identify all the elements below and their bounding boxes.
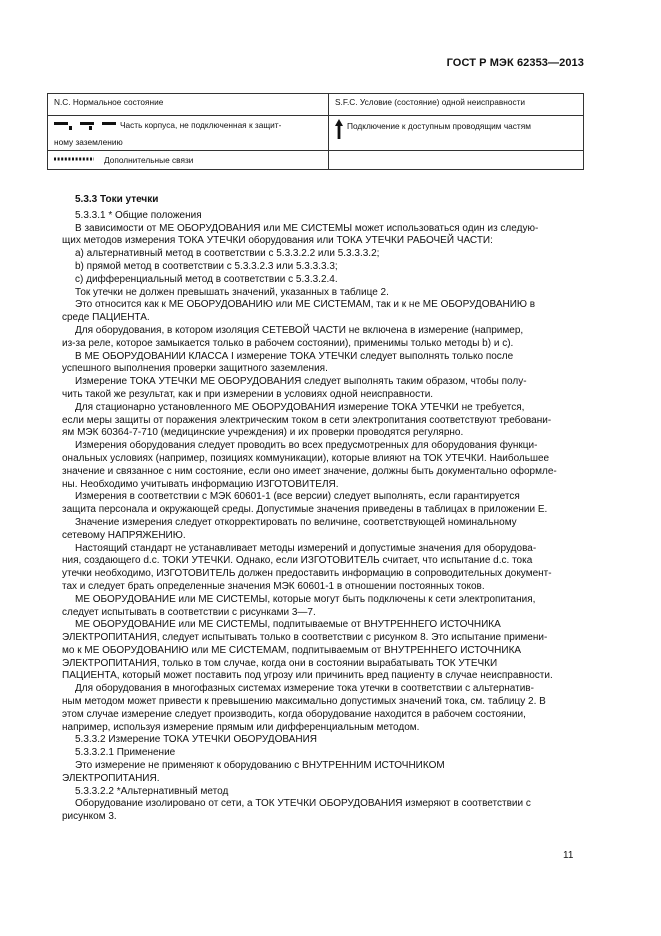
legend-cell-ground — [48, 116, 329, 151]
text-line: мо к МЕ ОБОРУДОВАНИЮ или МЕ СИСТЕМАМ, подпитываемым от ВНУТРЕННЕГО ИСТОЧНИКА — [62, 644, 522, 656]
text-line: ны. Необходимо учитывать информацию ИЗГОТОВИТЕЛЯ. — [62, 478, 339, 490]
text-line: Значение измерения следует откорректировать по величине, соответствующей номинальному — [75, 516, 517, 528]
text-line: Измерения в соответствии с МЭК 60601-1 (все версии) следует выполнять, если гарантируется — [75, 491, 520, 503]
text-line: Оборудование изолировано от сети, а ТОК УТЕЧКИ ОБОРУДОВАНИЯ измеряют в соответствии с — [75, 798, 531, 810]
body-text — [62, 194, 583, 824]
text-line: ния, создающего d.c. ТОКИ УТЕЧКИ. Однако, если ИЗГОТОВИТЕЛЬ считает, что испытание d.c. тока — [62, 555, 533, 567]
unearthed-enclosure-icon — [54, 122, 116, 130]
text-line: В МЕ ОБОРУДОВАНИИ КЛАССА I измерение ТОКА УТЕЧКИ следует выполнять только после — [75, 350, 514, 362]
text-line: ЭЛЕКТРОПИТАНИЯ, только в том случае, когда они в состоянии вырабатывать ТОК УТЕЧКИ — [62, 657, 498, 669]
text-line: Для стационарно установленного МЕ ОБОРУДОВАНИЯ измерение ТОКА УТЕЧКИ не требуется, — [75, 401, 525, 413]
text-line: Для оборудования в многофазных системах измерение тока утечки в соответствии с альтернатив- — [75, 683, 534, 695]
text-line: Измерение ТОКА УТЕЧКИ МЕ ОБОРУДОВАНИЯ следует выполнять таким образом, чтобы полу- — [75, 376, 527, 388]
text-line: Настоящий стандарт не устанавливает методы измерений и допустимые значения для оборудова- — [75, 542, 537, 554]
text-line: например, используя измерение прямым или дифференциальным методом. — [62, 721, 420, 733]
text-line: сетевому НАПРЯЖЕНИЮ. — [62, 529, 186, 541]
legend-conductive-text: Подключение к доступным проводящим частям — [347, 121, 531, 131]
text-line: МЕ ОБОРУДОВАНИЕ или МЕ СИСТЕМЫ, подпитываемые от ВНУТРЕННЕГО ИСТОЧНИКА — [75, 619, 501, 631]
legend-ground-text-2: ному заземлению — [54, 137, 123, 147]
text-line: успешного выполнения проверки защитного заземления. — [62, 363, 328, 375]
text-line: утечки необходимо, ИЗГОТОВИТЕЛЬ должен предоставить информацию в сопроводительных документ- — [62, 568, 552, 580]
legend-cell-normal — [48, 94, 329, 116]
section-title: 5.3.3 Токи утечки — [75, 194, 159, 205]
text-line: из-за реле, которое замыкается только в рабочем состоянии), применимы только методы b) и c). — [62, 337, 514, 349]
text-line: ПАЦИЕНТА, который может поставить под угрозу или причинить вред пациенту в случае неисправности. — [62, 670, 553, 682]
text-line: этом случае измерение следует производить, когда оборудование находится в рабочем состоянии, — [62, 708, 526, 720]
text-line: МЕ ОБОРУДОВАНИЕ или МЕ СИСТЕМЫ, которые могут быть подключены к сети электропитания, — [75, 593, 536, 605]
text-line: ям МЭК 60364-7-710 (медицинские учреждения) и их проверки проводятся регулярно. — [62, 427, 464, 439]
legend-cell-conductive — [329, 116, 584, 151]
text-line: ональных условиях (например, позициях коммуникации), которые влияют на ТОК УТЕЧКИ. Наибольшее — [62, 452, 550, 464]
legend-cell-empty — [329, 151, 584, 170]
arrow-up-icon — [334, 119, 344, 139]
legend-table — [47, 93, 584, 170]
text-line: ЭЛЕКТРОПИТАНИЯ, следует испытывать только в соответствии с рисунком 8. Это испытание примени- — [62, 632, 548, 644]
text-line: Это измерение не применяют к оборудованию с ВНУТРЕННИМ ИСТОЧНИКОМ — [75, 760, 445, 772]
page-header: ГОСТ Р МЭК 62353—2013 — [446, 57, 584, 69]
text-line: следует испытывать в соответствии с рисунками 3—7. — [62, 606, 316, 618]
legend-additional-text: Дополнительные связи — [104, 155, 194, 165]
text-line: Это относится как к МЕ ОБОРУДОВАНИЮ или МЕ СИСТЕМАМ, так и к не МЕ ОБОРУДОВАНИЮ в — [75, 299, 536, 311]
subsection-heading: 5.3.3.2.1 Применение — [75, 747, 176, 759]
text-line: Для оборудования, в котором изоляция СЕТЕВОЙ ЧАСТИ не включена в измерение (например, — [75, 324, 524, 336]
legend-cell-additional — [48, 151, 329, 170]
text-line: чить такой же результат, как и при измерении в условиях одной неисправности. — [62, 388, 434, 400]
legend-normal-text: N.C. Нормальное состояние — [54, 97, 164, 107]
page-number: 11 — [563, 850, 574, 861]
legend-ground-text-1: Часть корпуса, не подключенная к защит- — [120, 120, 282, 130]
list-item: c) дифференциальный метод в соответствии с 5.3.3.2.4. — [75, 273, 338, 285]
subsection-heading: 5.3.3.2.2 *Альтернативный метод — [75, 785, 229, 797]
list-item: a) альтернативный метод в соответствии с 5.3.3.2.2 или 5.3.3.3.2; — [75, 248, 380, 260]
text-line: защита персонала и окружающей среды. Допустимые значения приведены в таблицах в приложении Е. — [62, 504, 548, 516]
legend-sfc-text: S.F.C. Условие (состояние) одной неисправности — [335, 97, 526, 107]
text-line: значение и связанное с ним состояние, если оно имеет значение, должны быть документально оформле- — [62, 465, 557, 477]
text-line: рисунком 3. — [62, 811, 117, 823]
text-line: щих методов измерения ТОКА УТЕЧКИ оборудования или ТОКА УТЕЧКИ РАБОЧЕЙ ЧАСТИ: — [62, 235, 493, 247]
text-line: если меры защиты от поражения электрическим током в сети электропитания соответствуют требовани- — [62, 414, 552, 426]
text-line: среде ПАЦИЕНТА. — [62, 312, 150, 324]
text-line: В зависимости от МЕ ОБОРУДОВАНИЯ или МЕ СИСТЕМЫ может использоваться один из следую- — [75, 222, 539, 234]
text-line: ЭЛЕКТРОПИТАНИЯ. — [62, 772, 160, 784]
text-line: Измерения оборудования следует проводить во всех предусмотренных для оборудования функци- — [75, 440, 538, 452]
text-line: тах и следует брать определенные значения МЭК 60601-1 в отношении постоянных токов. — [62, 580, 485, 592]
subsection-heading: 5.3.3.2 Измерение ТОКА УТЕЧКИ ОБОРУДОВАНИЯ — [75, 734, 317, 746]
subsection-heading: 5.3.3.1 * Общие положения — [75, 209, 202, 221]
dotted-line-icon — [54, 156, 94, 162]
list-item: b) прямой метод в соответствии с 5.3.3.2.3 или 5.3.3.3.3; — [75, 260, 338, 272]
text-line: Ток утечки не должен превышать значений, указанных в таблице 2. — [75, 286, 389, 298]
legend-cell-sfc — [329, 94, 584, 116]
text-line: ным методом может привести к превышению максимально допустимых значений тока, см. таблицу 2. В — [62, 696, 546, 708]
